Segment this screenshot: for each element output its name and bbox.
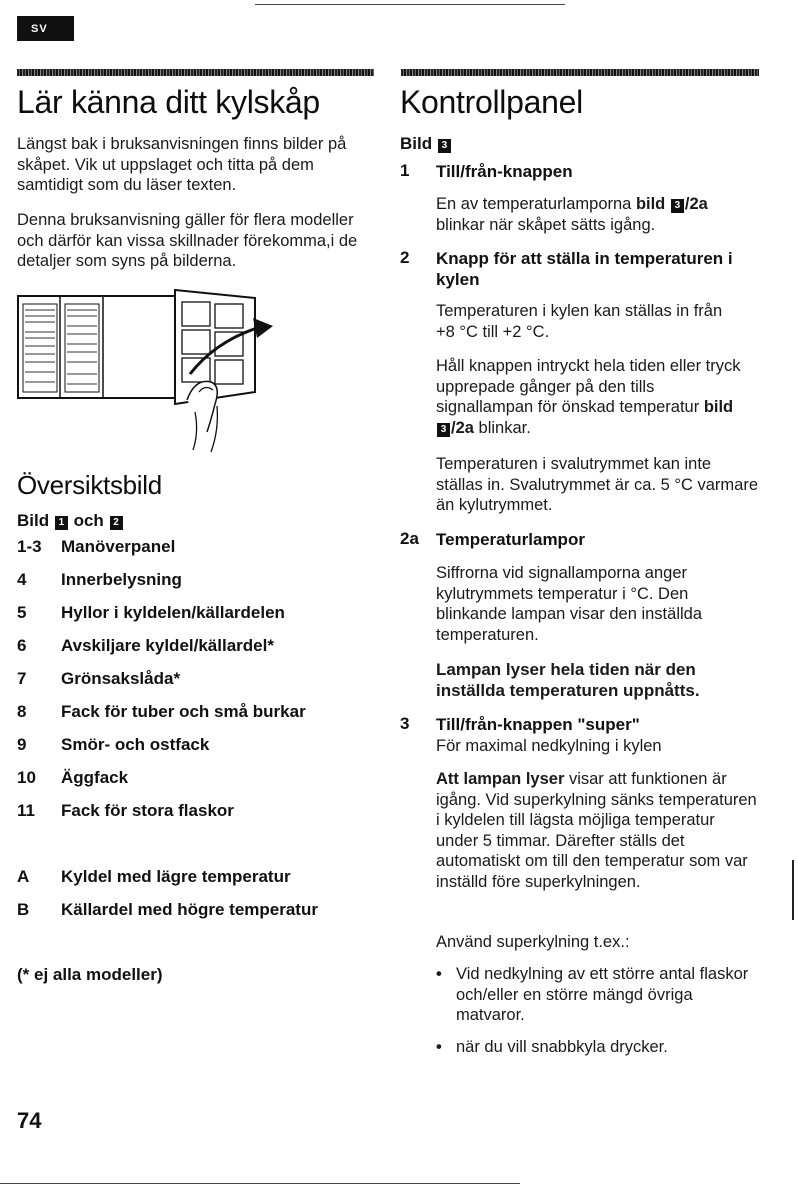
legend-item	[17, 900, 318, 920]
legend-item	[17, 537, 175, 557]
item-number: 3	[400, 714, 410, 733]
legend-num: 7	[17, 669, 27, 688]
item2a-text-2: Lampan lyser hela tiden när den inställda temperaturen uppnåtts.	[436, 660, 700, 700]
legend-text: Äggfack	[61, 768, 129, 787]
item3-text-1: För maximal nedkylning i kylen	[436, 737, 662, 755]
bottom-rule	[0, 1183, 520, 1184]
figure-ref-suffix: /2a	[451, 418, 474, 437]
footnote: (* ej alla modeller)	[17, 965, 163, 984]
list-item: • Vid nedkylning av ett större antal flaskor och/eller en större mängd övriga matvaror.	[436, 964, 756, 1026]
control-panel-bild-ref	[400, 134, 452, 154]
bild-label: Bild	[400, 134, 433, 153]
item-title: Temperaturlampor	[436, 530, 585, 549]
edge-mark	[792, 860, 794, 920]
item-number: 2a	[400, 529, 419, 548]
top-rule	[255, 4, 565, 5]
left-heading: Lär känna ditt kylskåp	[17, 84, 320, 120]
item1-text	[436, 194, 756, 235]
item2-text-3: Temperaturen i svalutrymmet kan inte ställas in. Svalutrymmet är ca. 5 °C varmare än kylutrymmet.	[436, 455, 759, 514]
legend-num: 8	[17, 702, 27, 721]
language-badge: SV	[17, 16, 74, 41]
text-run: Håll knappen intryckt hela tiden eller tryck upprepade gånger på den tills signallampan för önskad temperatur	[436, 357, 741, 416]
figure-ref-box: 2	[110, 516, 123, 530]
och-label: och	[73, 511, 104, 530]
text-run: Att lampan lyser	[436, 770, 565, 788]
legend-text: Manöverpanel	[61, 537, 176, 556]
intro-paragraph: Längst bak i bruksanvisningen finns bilder på skåpet. Vik ut uppslaget och titta på dem samtidigt som du läser texten.	[17, 135, 347, 194]
list-item: • när du vill snabbkyla drycker.	[436, 1037, 756, 1058]
legend-item	[17, 603, 285, 623]
item-title: Till/från-knappen	[436, 162, 573, 181]
figure-ref-box: 1	[55, 516, 68, 530]
legend-text: Avskiljare kyldel/källardel*	[61, 636, 274, 655]
legend-item	[17, 735, 209, 755]
item-number: 1	[400, 161, 410, 180]
text-run: blinkar när skåpet sätts igång.	[436, 215, 656, 234]
bild-label: bild	[635, 195, 666, 213]
foldout-manual-illustration	[15, 282, 280, 457]
figure-ref-box: 3	[438, 139, 451, 153]
legend-text: Fack för stora flaskor	[61, 801, 234, 820]
legend-num: 1-3	[17, 537, 42, 556]
page-number: 74	[17, 1108, 42, 1133]
legend-item	[17, 669, 180, 689]
legend-item	[17, 867, 291, 887]
legend-item	[17, 570, 182, 590]
overview-heading: Översiktsbild	[17, 470, 162, 500]
bullet-list	[436, 964, 756, 1057]
legend-item	[17, 801, 234, 821]
overview-bild-ref	[17, 511, 124, 531]
legend-text: Fack för tuber och små burkar	[61, 702, 306, 721]
bild-label: bild	[703, 398, 734, 416]
item2-text-2	[436, 356, 746, 438]
legend-text: Kyldel med lägre temperatur	[61, 867, 291, 886]
left-heading-bar	[17, 69, 374, 76]
text-run: visar att funktionen är igång. Vid superkylning sänks temperaturen i kyldelen till lägsta möjliga temperatur under 5 timmar. Därefter ställs det automatiskt om till den temperatur som var inställd före superkylningen.	[436, 770, 757, 891]
text-run: En av temperaturlamporna	[436, 195, 636, 213]
legend-num: 9	[17, 735, 27, 754]
figure-ref-box: 3	[671, 199, 684, 213]
legend-text: Hyllor i kyldelen/källardelen	[61, 603, 285, 622]
text-run: blinkar.	[473, 418, 531, 437]
legend-item	[17, 702, 306, 722]
item-title: Knapp för att ställa in temperaturen i kylen	[436, 249, 733, 289]
item3-text-2	[436, 769, 761, 892]
right-heading-bar	[401, 69, 759, 76]
item3-text-3: Använd superkylning t.ex.:	[436, 933, 630, 951]
legend-num: 6	[17, 636, 27, 655]
legend-num: A	[17, 867, 30, 886]
legend-text: Innerbelysning	[61, 570, 182, 589]
item-number: 2	[400, 248, 410, 267]
legend-num: 4	[17, 570, 27, 589]
figure-ref-box: 3	[437, 423, 450, 437]
legend-item	[17, 768, 128, 788]
legend-text: Källardel med högre temperatur	[61, 900, 318, 919]
legend-text: Smör- och ostfack	[61, 735, 210, 754]
item-title: Till/från-knappen "super"	[436, 715, 640, 734]
bild-label: Bild	[17, 511, 50, 530]
item2-text-1: Temperaturen i kylen kan ställas in från +8 °C till +2 °C.	[436, 302, 723, 341]
legend-num: 10	[17, 768, 36, 787]
legend-text: Grönsakslåda*	[61, 669, 181, 688]
legend-num: 5	[17, 603, 27, 622]
legend-item	[17, 636, 274, 656]
figure-ref-suffix: /2a	[684, 195, 708, 213]
note-paragraph: Denna bruksanvisning gäller för flera modeller och därför kan vissa skillnader förekomma,i de detaljer som syns på bilderna.	[17, 211, 358, 270]
right-heading: Kontrollpanel	[400, 84, 583, 120]
legend-num: 11	[17, 801, 35, 820]
legend-num: B	[17, 900, 30, 919]
item2a-text-1: Siffrorna vid signallamporna anger kylutrymmets temperatur i °C. Den blinkande lampan visar den inställda temperaturen.	[436, 564, 702, 644]
